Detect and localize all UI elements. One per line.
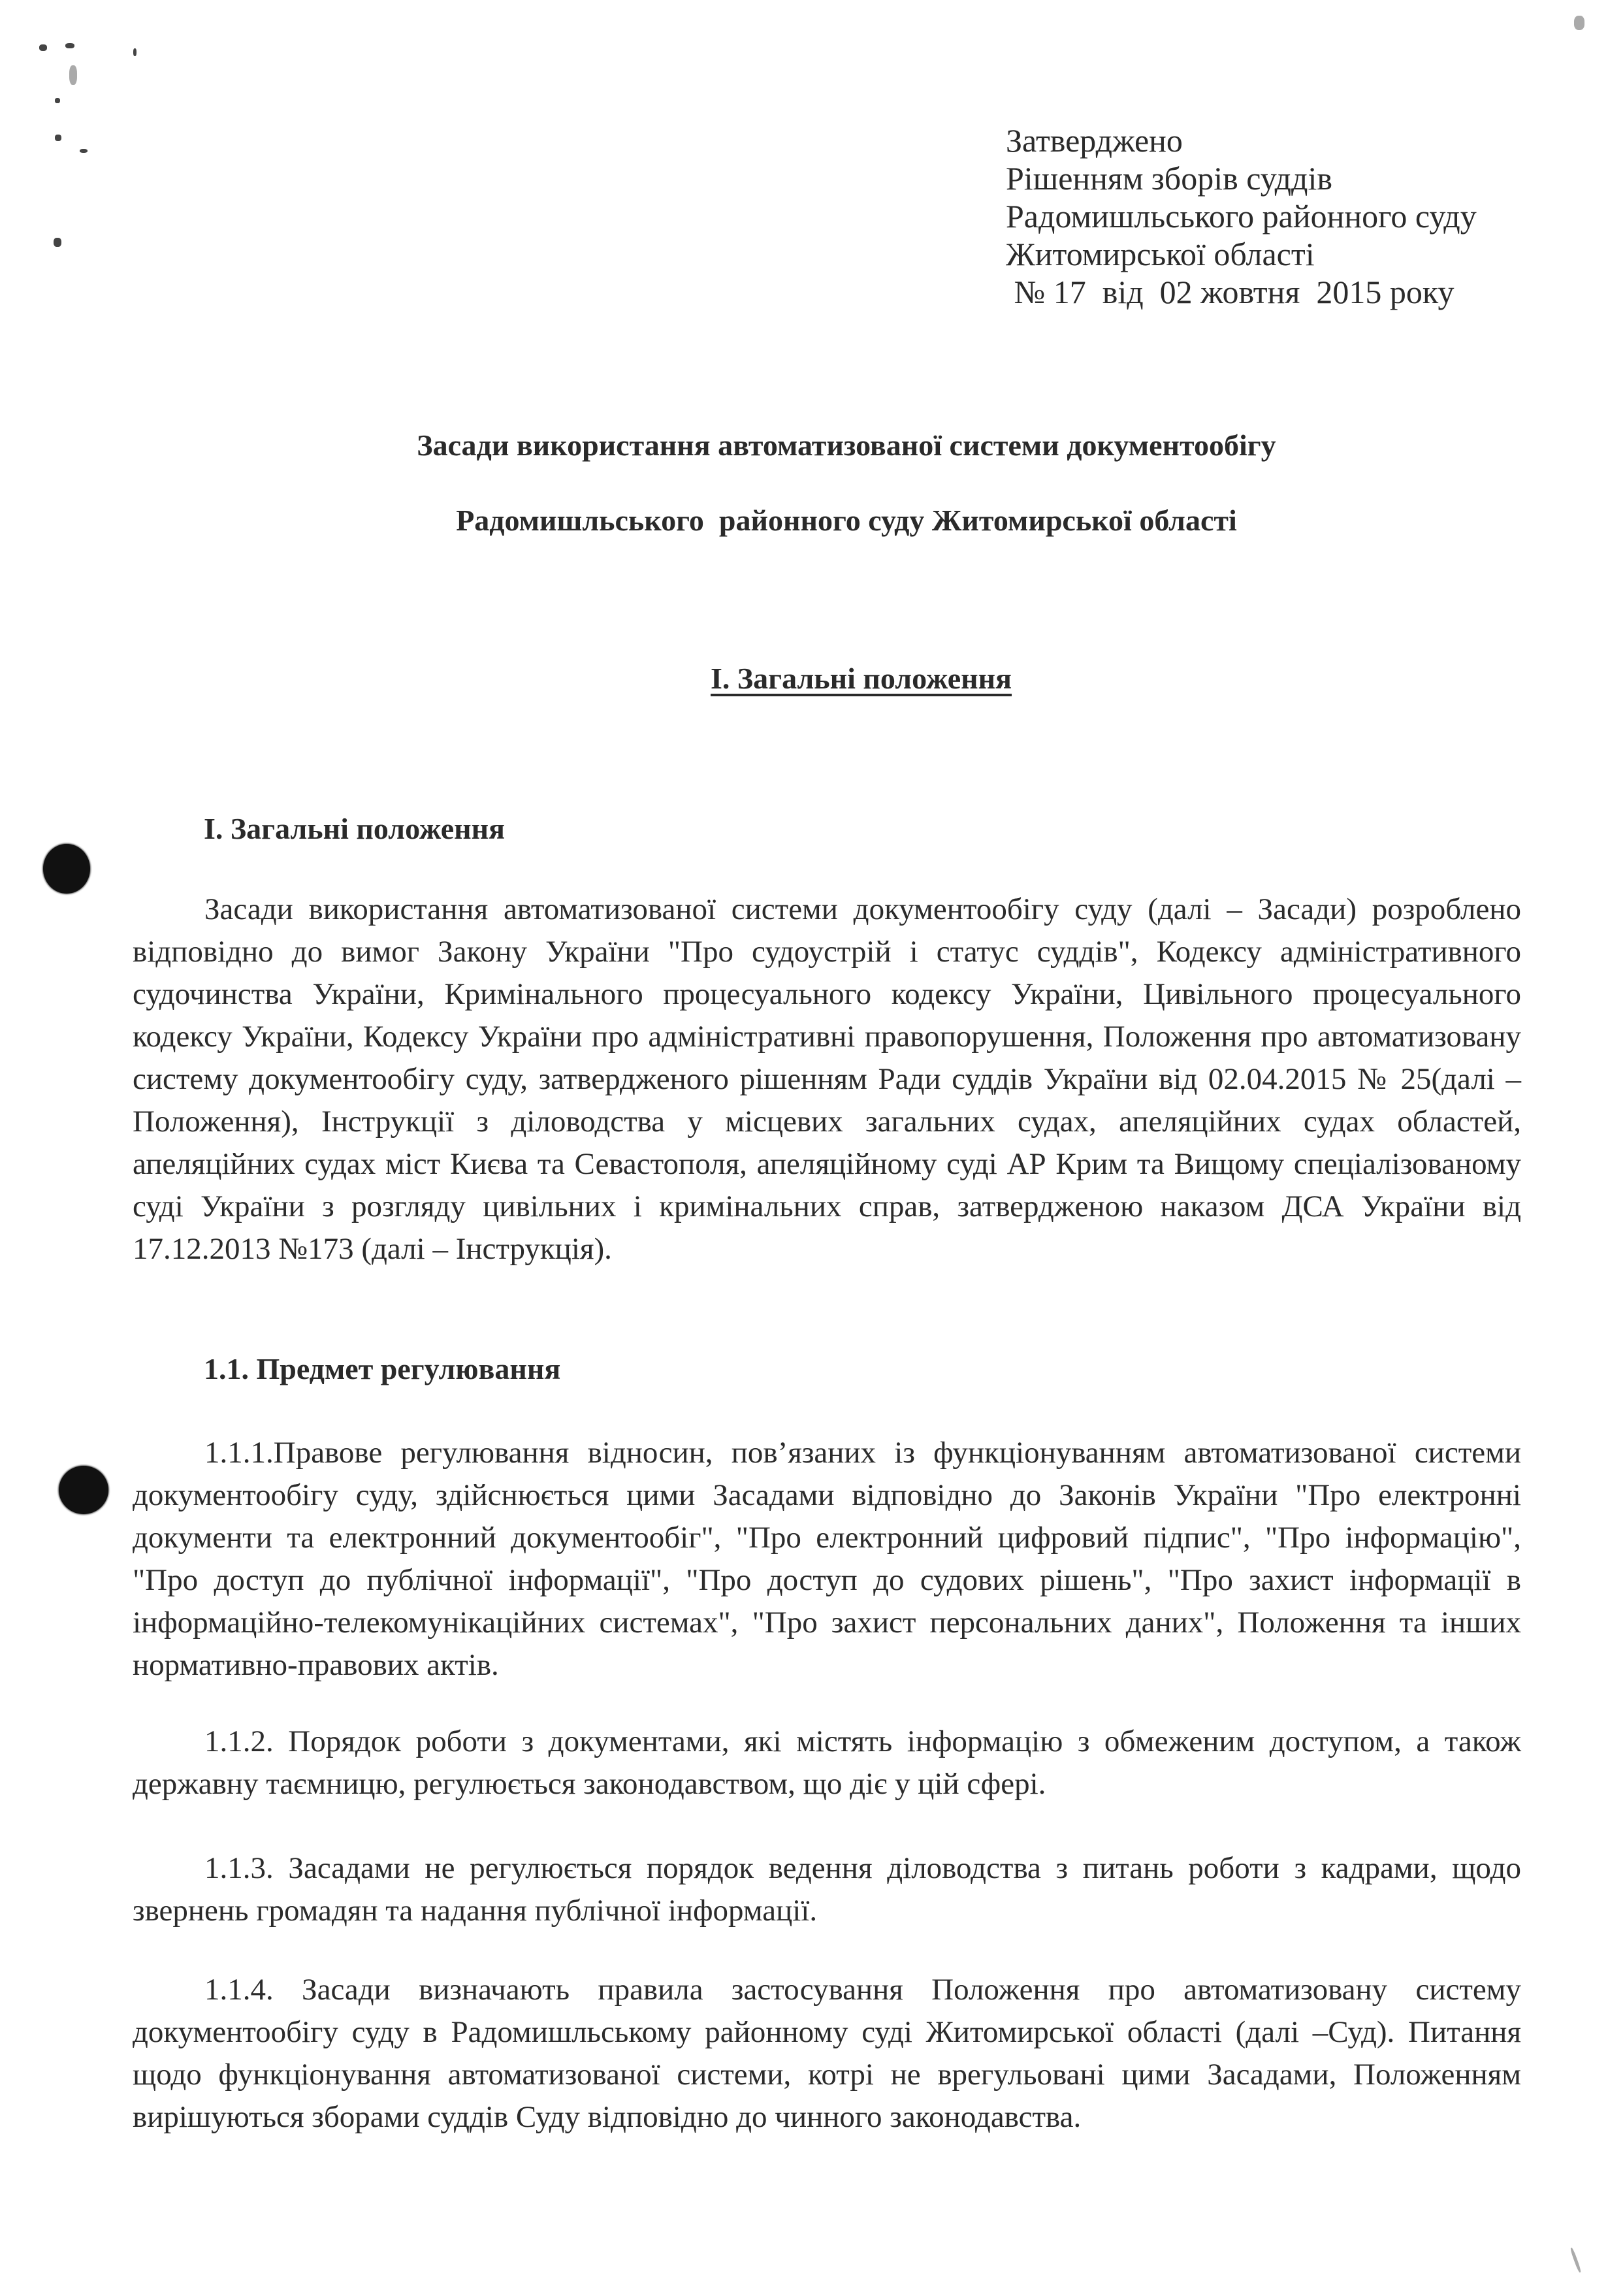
document-title-line-2: Радомишльського районного суду Житомирської області	[456, 504, 1237, 537]
clause-1-1-1: 1.1.1.Правове регулювання відносин, пов’язаних із функціонуванням автоматизованої системи документообігу суду, здійснюється цими Засадами відповідно до Законів України "Про електронні документи та електронний документообіг", "Про електронний цифровий підпис", "Про інформацію", "Про доступ до публічної інформації", "Про доступ до судових рішень", "Про захист інформації в інформаційно-телекомунікаційних системах", "Про захист персональних даних", Положення та інших нормативно-правових актів.	[133, 1436, 1521, 1682]
scan-speck	[65, 43, 74, 48]
scan-speck	[80, 149, 88, 153]
scan-speck	[69, 65, 77, 85]
subsection-heading: 1.1. Предмет регулювання	[204, 1352, 561, 1385]
scan-speck	[1569, 2247, 1581, 2272]
intro-paragraph: Засади використання автоматизованої системи документообігу суду (далі – Засади) розроблено відповідно до вимог Закону України "Про судоустрій і статус суддів", Кодексу адміністративного судочинства України, Кримінального процесуального кодексу України, Цивільного процесуального кодексу України, Кодексу України про адміністративні правопорушення, Положення про автоматизовану систему документообігу суду, затвердженого рішенням Ради суддів України від 02.04.2015 № 25(далі –Положення), Інструкції з діловодства у місцевих загальних судах, апеляційних судах областей, апеляційних судах міст Києва та Севастополя, апеляційному суді АР Крим та Вищому спеціалізованому суді України з розгляду цивільних і кримінальних справ, затвердженою наказом ДСА України від 17.12.2013 №173 (далі – Інструкція).	[133, 892, 1521, 1266]
approval-block	[1006, 121, 1477, 311]
approval-line: Житомирської області	[1006, 236, 1315, 272]
section-heading: І. Загальні положення	[204, 812, 506, 845]
scan-speck	[39, 44, 47, 51]
scan-speck	[133, 48, 137, 56]
clause-1-1-3: 1.1.3. Засадами не регулюється порядок ведення діловодства з питань роботи з кадрами, щодо звернень громадян та надання публічної інформації.	[133, 1851, 1521, 1928]
scan-speck	[54, 238, 61, 247]
clause-1-1-2: 1.1.2. Порядок роботи з документами, які містять інформацію з обмеженим доступом, а також державну таємницю, регулюється законодавством, що діє у цій сфері.	[133, 1724, 1521, 1801]
section-heading-centered: І. Загальні положення	[711, 662, 1012, 695]
scan-speck	[55, 98, 60, 103]
hole-punch-mark	[59, 1466, 108, 1514]
approval-line: Рішенням зборів суддів	[1006, 160, 1332, 197]
document-title-line-1: Засади використання автоматизованої системи документообігу	[417, 428, 1276, 462]
scan-speck	[55, 135, 61, 141]
scan-speck	[1574, 16, 1584, 30]
approval-line: Затверджено	[1006, 122, 1183, 159]
clause-1-1-4: 1.1.4. Засади визначають правила застосування Положення про автоматизовану систему документообігу суду в Радомишльському районному суді Житомирської області (далі –Суд). Питання щодо функціонування автоматизованої системи, котрі не врегульовані цими Засадами, Положенням вирішуються зборами суддів Суду відповідно до чинного законодавства.	[133, 1973, 1521, 2134]
approval-line: № 17 від 02 жовтня 2015 року	[1006, 274, 1455, 310]
hole-punch-mark	[43, 844, 90, 894]
approval-line: Радомишльського районного суду	[1006, 198, 1477, 234]
